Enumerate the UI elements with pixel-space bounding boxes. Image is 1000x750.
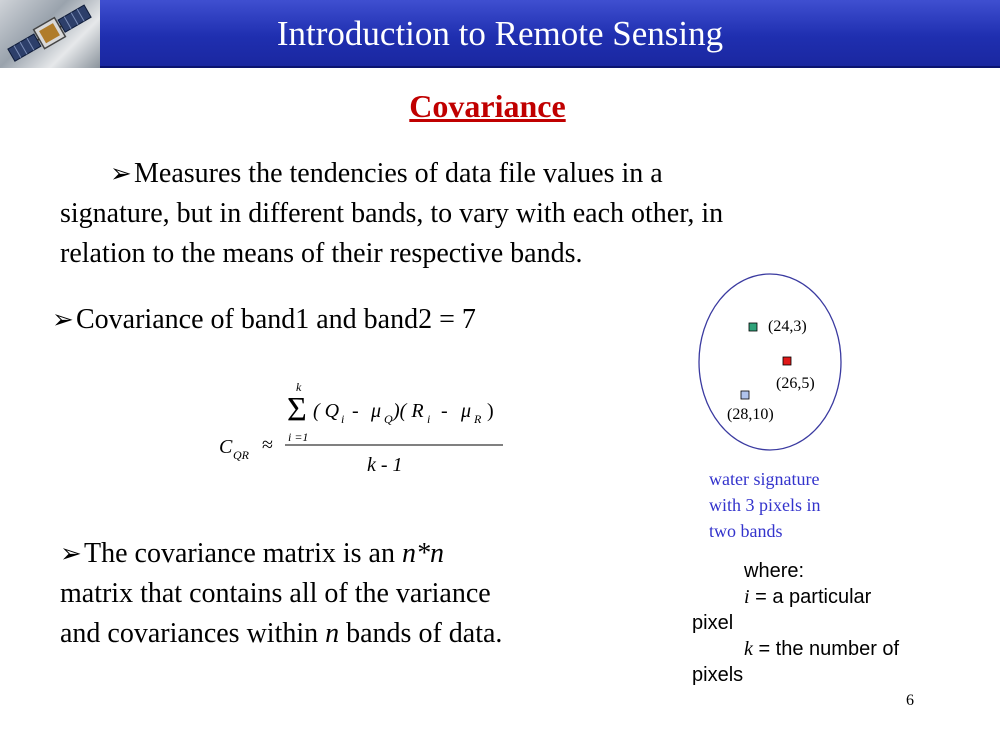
pixel-point-28-10: [741, 391, 749, 399]
satellite-icon: [0, 0, 100, 68]
where-label: where:: [744, 560, 805, 582]
point-label-26-5: (26,5): [776, 375, 815, 392]
where-i-var: i: [744, 586, 750, 608]
sum-symbol: Σ: [287, 391, 307, 428]
plot-caption: [709, 466, 879, 544]
arrow-bullet-icon: ➢: [110, 159, 132, 188]
caption-line2: with 3 pixels in: [709, 495, 821, 515]
bullet-paragraph-measures: [60, 154, 880, 274]
numerator-mu-r-sub: R: [474, 412, 482, 426]
where-k-def-a: = the number of: [752, 638, 900, 660]
lhs-c: C: [219, 436, 233, 458]
where-k-def-b: pixels: [692, 664, 744, 686]
numerator-q: ( Q: [313, 400, 340, 422]
paragraph3-line1: The covariance matrix is an: [84, 538, 402, 569]
pixel-point-24-3: [749, 323, 757, 331]
numerator-minus-2: -: [441, 400, 448, 422]
lhs-subscript: QR: [233, 448, 249, 462]
paragraph3-line3-pre: and covariances within: [60, 618, 326, 649]
caption-line3: two bands: [709, 521, 783, 541]
numerator-mu-r: μ: [461, 400, 472, 422]
numerator-r-sub: i: [427, 412, 431, 426]
where-k-var: k: [744, 638, 753, 660]
approx-symbol: ≈: [262, 434, 273, 456]
paragraph1-line3: relation to the means of their respective bands.: [60, 238, 583, 269]
paragraph1-line2: signature, but in different bands, to vary with each other, in: [60, 198, 724, 229]
bullet-paragraph-covariance-value: [52, 300, 652, 340]
numerator-close: ): [487, 400, 494, 422]
where-legend: [692, 558, 952, 688]
paragraph1-line1: Measures the tendencies of data file values in a: [134, 158, 663, 189]
header-title: Introduction to Remote Sensing: [276, 14, 724, 53]
paragraph3-n-by-n: n*n: [401, 538, 444, 569]
bullet-paragraph-matrix: [60, 534, 620, 654]
paragraph3-line2: matrix that contains all of the variance: [60, 578, 491, 609]
point-label-28-10: (28,10): [727, 406, 774, 423]
numerator-q-sub: i: [341, 412, 345, 426]
paragraph3-n: n: [325, 618, 340, 649]
where-i-def-b: pixel: [692, 612, 734, 634]
water-signature-plot: [698, 273, 844, 451]
numerator-minus-1: -: [352, 400, 359, 422]
denominator: k - 1: [367, 454, 403, 476]
numerator-mu-q: μ: [371, 400, 382, 422]
point-label-24-3: (24,3): [768, 318, 807, 335]
covariance-formula: [215, 375, 515, 485]
arrow-bullet-icon: ➢: [52, 305, 74, 334]
satellite-logo: [0, 0, 100, 68]
caption-line1: water signature: [709, 469, 820, 489]
slide-title: Covariance: [409, 88, 566, 124]
arrow-bullet-icon: ➢: [60, 539, 82, 568]
numerator-mu-q-sub: Q: [384, 412, 393, 426]
numerator-r: )( R: [393, 400, 424, 422]
sum-lower-limit: i =1: [288, 430, 309, 444]
signature-ellipse: [699, 274, 841, 450]
paragraph3-line3-post: bands of data.: [339, 618, 503, 649]
pixel-point-26-5: [783, 357, 791, 365]
where-i-def-a: = a particular: [749, 586, 872, 608]
sum-upper-limit: k: [296, 380, 302, 394]
paragraph2-text: Covariance of band1 and band2 = 7: [76, 304, 476, 335]
page-number: 6: [906, 692, 914, 709]
